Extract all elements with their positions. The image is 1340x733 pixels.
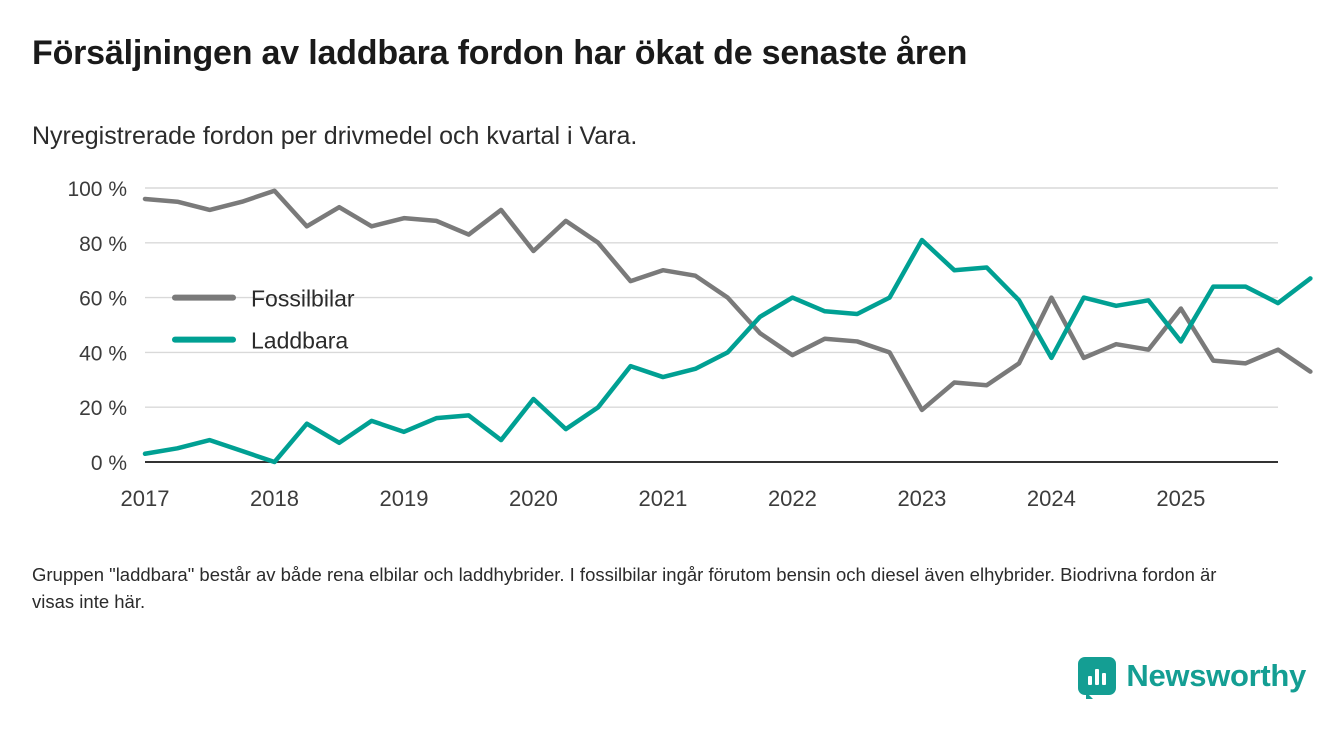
brand-logo — [1078, 657, 1306, 695]
y-axis-tick-label: 80 % — [79, 232, 127, 256]
y-axis-tick-label: 20 % — [79, 397, 127, 421]
page-title: Försäljningen av laddbara fordon har ökat de senaste åren — [32, 34, 968, 72]
x-axis-tick-label: 2023 — [897, 486, 947, 511]
x-axis-tick-label: 2025 — [1156, 486, 1206, 511]
x-axis-tick-label: 2020 — [508, 486, 558, 511]
x-axis-tick-label: 2017 — [120, 486, 170, 511]
chart-svg — [0, 160, 1340, 520]
chart-footnote: Gruppen "laddbara" består av både rena elbilar och laddhybrider. I fossilbilar ingår förutom bensin och diesel även elhybrider. Biodrivna fordon är visas inte här. — [32, 564, 1217, 612]
y-axis-tick-label: 40 % — [79, 342, 127, 366]
y-axis-tick-label: 0 % — [90, 452, 127, 475]
x-axis-tick-label: 2019 — [379, 486, 429, 511]
page-subtitle: Nyregistrerade fordon per drivmedel och kvartal i Vara. — [32, 122, 638, 150]
y-axis-tick-label: 100 % — [67, 178, 127, 201]
bar-chart-bubble-icon — [1078, 657, 1116, 695]
y-axis-tick-label: 60 % — [79, 287, 127, 311]
legend-label: Fossilbilar — [251, 285, 355, 312]
x-axis-tick-label: 2021 — [638, 486, 688, 511]
legend-label: Laddbara — [251, 327, 349, 354]
x-axis-tick-label: 2022 — [767, 486, 817, 511]
line-chart — [0, 160, 1340, 520]
x-axis-tick-label: 2018 — [250, 486, 299, 511]
brand-name: Newsworthy — [1126, 658, 1306, 693]
x-axis-tick-label: 2024 — [1026, 486, 1076, 511]
